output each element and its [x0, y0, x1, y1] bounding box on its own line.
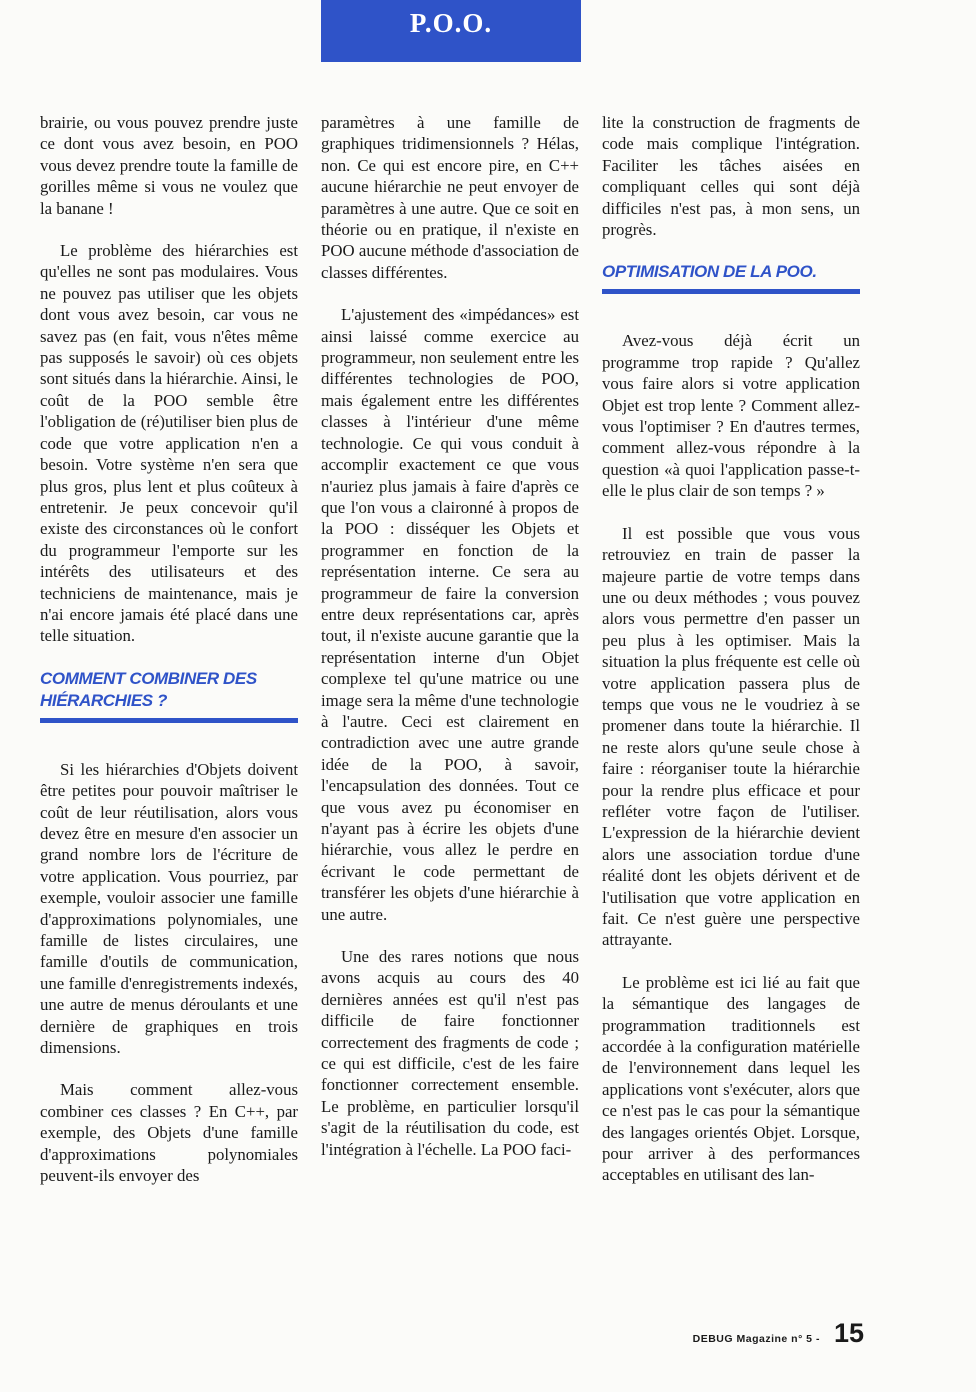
column-3 — [602, 112, 860, 1207]
section-title-tab — [321, 0, 581, 62]
paragraph: paramètres à une famille de graphiques tridimensionnels ? Hélas, non. Ce qui est encore pire, en C++ aucune hiérarchie ne peut envoyer de paramètres à une autre. Que ce soit en théorie ou en pratique, il n'existe en POO aucune méthode d'association de classes différentes. — [321, 113, 579, 282]
section-heading: COMMENT COMBINER DES HIÉRARCHIES ? — [40, 668, 298, 723]
paragraph: Mais comment allez-vous combiner ces classes ? En C++, par exemple, des Objets d'une famille d'approximations polynomiales peuvent-ils envoyer des — [40, 1080, 298, 1186]
paragraph: lite la construction de fragments de code mais complique l'intégration. Faciliter les tâches aisées en compliquant celles qui sont déjà difficiles n'est pas, à mon sens, un progrès. — [602, 113, 860, 240]
paragraph: Une des rares notions que nous avons acquis au cours des 40 dernières années est qu'il n'est pas difficile de faire fonctionner correctement des fragments de code ; ce qui est difficile, c'est de les faire fonctionner correctement ensemble. Le problème, en particulier lorsqu'il s'agit de la réutilisation du code, est l'intégration à l'échelle. La POO faci- — [321, 947, 579, 1159]
paragraph: Il est possible que vous vous retrouviez en train de passer la majeure partie de votre temps dans une ou deux méthodes ; vous pouvez alors vous permettre d'en passer un peu plus à les optimiser. Mais la situation la plus fréquente est celle où votre application passera plus de temps que vous ne le voudriez à se promener dans toute la hiérarchie. Il ne reste alors qu'une seule chose à faire : réorganiser toute la hiérarchie pour la rendre plus efficace et pour refléter votre façon de l'utiliser. L'expression de la hiérarchie devient alors une association tordue d'une réalité dont les objets dérivent et de l'utilisation que votre application en fait. Ce n'est guère une perspective attrayante. — [602, 523, 860, 950]
paragraph: L'ajustement des «impédances» est ainsi laissé comme exercice au programmeur, non seulement entre les différentes technologies de POO, mais également entre les différentes classes à l'intérieur d'une même technologie. Ce qui vous conduit à accomplir exactement ce que vous n'auriez plus jamais à faire d'après ce que l'on vous a claironné à propos de la POO : disséquer les Objets et programmer en fonction de la représentation interne. Ce sera au programmeur de faire la conversion entre deux représentations car, après tout, il n'existe aucune garantie que la représentation interne d'un Objet complexe tel qu'une matrice ou une image sera la même d'une technologie à l'autre. Ceci est clairement en contradiction avec une autre grande idée de la POO, à savoir, l'encapsulation des données. Tout ce que vous avez pu économiser en n'ayant pas à écrire les objets d'une hiérarchie, vous allez le perdre en écrivant le code permettant de transférer les objets d'une hiérarchie à une autre. — [321, 305, 579, 924]
paragraph: Si les hiérarchies d'Objets doivent être petites pour pouvoir maîtriser le coût de leur réutilisation, alors vous devez être en mesure d'en associer un grand nombre lors de l'écriture de votre application. Vous pourriez, par exemple, vouloir associer une famille d'approximations polynomiales, une famille de listes circulaires, une famille d'outils de communication, une famille d'enregistrements indexés, une autre de menus déroulants et une dernière de graphiques en trois dimensions. — [40, 759, 298, 1058]
column-1 — [40, 112, 298, 1207]
column-2 — [321, 112, 579, 1181]
page-footer — [693, 1318, 864, 1349]
section-title: P.O.O. — [409, 8, 493, 38]
paragraph: Le problème est ici lié au fait que la sémantique des langages de programmation traditionnels est accordée à la configuration matérielle de l'environnement dans lequel les applications vont s'exécuter, alors que ce n'est pas le cas pour la sémantique des langages orientés Objet. Lorsque, pour arriver à des performances acceptables en utilisant des lan- — [602, 972, 860, 1185]
paragraph: brairie, ou vous pouvez prendre juste ce dont vous avez besoin, en POO vous devez prendre toute la famille de gorilles même si vous ne voulez que la banane ! — [40, 113, 298, 218]
section-heading: OPTIMISATION DE LA POO. — [602, 261, 860, 294]
paragraph: Le problème des hiérarchies est qu'elles ne sont pas modulaires. Vous ne pouvez pas utiliser que les objets dont vous avez besoin, car vous ne savez pas (en fait, vous n'êtes même pas supposés le savoir) où ces objets sont situés dans la hiérarchie. Ainsi, le coût de la POO semble être l'obligation de (ré)utiliser bien plus de code que votre application n'en a besoin. Votre système n'en sera que plus gros, plus lent et plus coûteux à entretenir. Je peux concevoir qu'il existe des circonstances où le confort du programmeur l'emporte sur les intérêts des utilisateurs et des techniciens de maintenance, mais je n'ai encore jamais été placé dans une telle situation. — [40, 241, 298, 646]
page-number: 15 — [833, 1318, 864, 1348]
paragraph: Avez-vous déjà écrit un programme trop rapide ? Qu'allez vous faire alors si votre application Objet est trop lente ? Comment allez-vous l'optimiser ? En d'autres termes, comment allez-vous répondre à la question «à quoi l'application passe-t-elle le plus clair de son temps ? » — [602, 331, 860, 501]
magazine-label: DEBUG Magazine n° 5 - — [692, 1333, 820, 1345]
